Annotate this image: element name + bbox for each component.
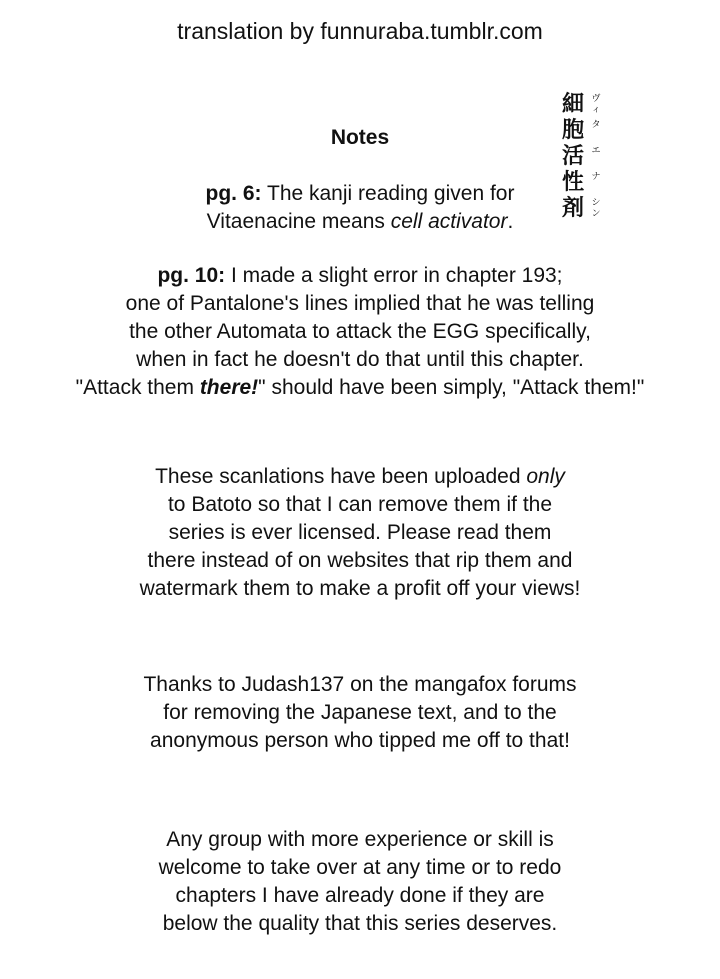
invite-line: below the quality that this series deserves. bbox=[162, 912, 558, 935]
notice-line: to Batoto so that I can remove them if the bbox=[167, 493, 553, 516]
note-label: pg. 6: bbox=[205, 182, 262, 205]
kanji-char: 細 bbox=[562, 92, 585, 117]
note-text: " should have been simply, "Attack them!" bbox=[258, 376, 645, 399]
note-label: pg. 10: bbox=[157, 264, 226, 287]
kanji-char: 活 bbox=[562, 144, 585, 169]
thanks-line: Thanks to Judash137 on the mangafox forums bbox=[143, 673, 577, 696]
invite-line: Any group with more experience or skill is bbox=[166, 828, 554, 851]
notice-line: watermark them to make a profit off your views! bbox=[139, 577, 581, 600]
notice-line: series is ever licensed. Please read them bbox=[168, 521, 552, 544]
notice-emphasis: only bbox=[526, 465, 565, 488]
kanji-row bbox=[562, 92, 608, 118]
note-emphasis: there! bbox=[199, 376, 259, 399]
page-title: Notes bbox=[330, 126, 390, 149]
note-text: . bbox=[507, 210, 514, 233]
note-text: "Attack them bbox=[75, 376, 200, 399]
note-emphasis: cell activator bbox=[390, 210, 508, 233]
note-text: The kanji reading given for bbox=[261, 182, 515, 205]
thanks-line: anonymous person who tipped me off to that! bbox=[150, 729, 570, 752]
note-line bbox=[150, 180, 570, 208]
note-line: one of Pantalone's lines implied that he was telling bbox=[125, 292, 595, 315]
ruby-text: タ bbox=[591, 120, 601, 130]
notice-text: These scanlations have been uploaded bbox=[155, 465, 527, 488]
kanji-row bbox=[562, 118, 608, 144]
note-line bbox=[150, 208, 570, 236]
note-text: I made a slight error in chapter 193; bbox=[225, 264, 563, 287]
notice-line: there instead of on websites that rip them and bbox=[147, 549, 573, 572]
note-line bbox=[0, 262, 720, 290]
thanks-line: for removing the Japanese text, and to the bbox=[163, 701, 557, 724]
note-pg10 bbox=[0, 262, 720, 402]
kanji-char: 胞 bbox=[562, 118, 585, 143]
note-line: the other Automata to attack the EGG specifically, bbox=[129, 320, 591, 343]
ruby-text: ヴィ bbox=[591, 94, 601, 115]
scanlation-notice bbox=[0, 463, 720, 603]
ruby-text: ナ bbox=[591, 172, 601, 182]
notice-line bbox=[0, 463, 720, 491]
kanji-char: 性 bbox=[562, 170, 585, 195]
kanji-char: 剤 bbox=[562, 196, 585, 221]
thanks-paragraph bbox=[0, 671, 720, 755]
note-text: Vitaenacine means bbox=[206, 210, 391, 233]
translation-credit: translation by funnuraba.tumblr.com bbox=[177, 18, 543, 44]
invite-line: chapters I have already done if they are bbox=[175, 884, 545, 907]
note-line: when in fact he doesn't do that until this chapter. bbox=[136, 348, 584, 371]
ruby-text: シン bbox=[591, 198, 601, 219]
kanji-row bbox=[562, 144, 608, 170]
ruby-text: エ bbox=[591, 146, 601, 156]
group-invite-paragraph bbox=[0, 826, 720, 938]
note-pg6 bbox=[150, 180, 570, 236]
invite-line: welcome to take over at any time or to redo bbox=[158, 856, 562, 879]
note-line bbox=[0, 374, 720, 402]
